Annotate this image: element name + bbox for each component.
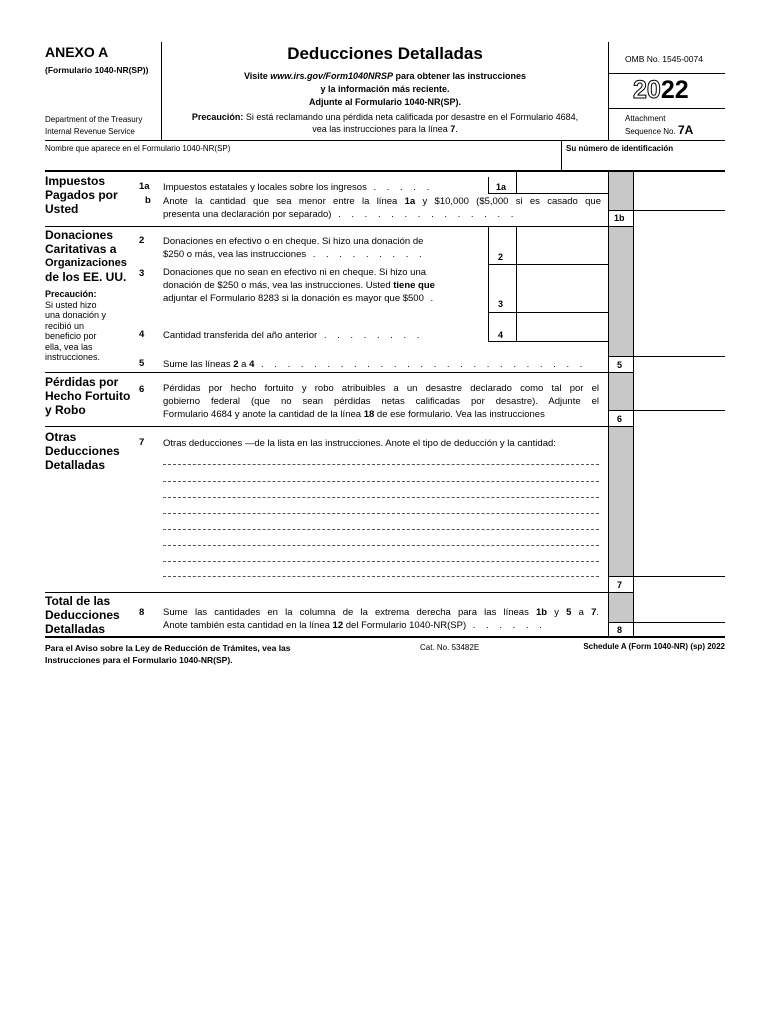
line-6-text-2: gobierno federal (que no sean pérdidas netas calificadas por desastre). Adjunte el — [163, 396, 599, 407]
name-label: Nombre que aparece en el Formulario 1040-NR(SP) — [45, 144, 231, 153]
section-other-title: Otras Deducciones Detalladas — [45, 430, 120, 472]
omb-number: OMB No. 1545-0074 — [625, 54, 703, 64]
line-5-amount[interactable] — [636, 357, 724, 371]
line-1a-amount[interactable] — [519, 178, 605, 192]
schedule-name: ANEXO A — [45, 44, 109, 60]
attachment-label: Attachment — [625, 114, 666, 123]
section-donations-title: Donaciones Caritativas a Organizaciones de los EE. UU. — [45, 228, 127, 284]
line-3-text-3: adjuntar el Formulario 8283 si la donación es mayor que $500 . — [163, 293, 438, 304]
line-8-text-2: Anote también esta cantidad en la línea 12 del Formulario 1040-NR(SP) . . . . . . — [163, 620, 546, 631]
department-label: Department of the Treasury — [45, 115, 143, 124]
caution-line-1: Precaución: Si está reclamando una pérdida neta calificada por desastre en el Formulario 4684, — [191, 112, 579, 122]
line-3-text-1: Donaciones que no sean en efectivo ni en cheque. Si hizo una — [163, 267, 427, 278]
line-4-amount[interactable] — [519, 325, 605, 339]
line-7-entry-3[interactable] — [163, 497, 599, 498]
section-casualty-title: Pérdidas por Hecho Fortuito y Robo — [45, 375, 131, 417]
line-8-box-label: 8 — [617, 625, 623, 635]
line-6-box-label: 6 — [617, 414, 623, 424]
line-3-text-2: donación de $250 o más, vea las instrucciones. Usted tiene que — [163, 280, 435, 291]
line-6-amount[interactable] — [636, 411, 724, 425]
line-7-entry-2[interactable] — [163, 481, 599, 482]
line-7-entry-1[interactable] — [163, 464, 599, 465]
visit-line-2: y la información más reciente. — [320, 84, 450, 94]
line-1b-amount[interactable] — [636, 211, 724, 225]
irs-url[interactable]: www.irs.gov/Form1040NRSP — [270, 71, 394, 81]
line-7-text: Otras deducciones —de la lista en las instrucciones. Anote el tipo de deducción y la cantidad: — [163, 438, 556, 449]
line-7-entry-8[interactable] — [163, 576, 599, 577]
line-4-box-label: 4 — [498, 330, 504, 340]
form-title: Deducciones Detalladas — [287, 44, 483, 63]
paperwork-notice-2: Instrucciones para el Formulario 1040-NR(SP). — [45, 655, 233, 665]
tax-year: 2022 — [633, 76, 689, 104]
name-input[interactable] — [45, 155, 555, 169]
line-1b-text-1: Anote la cantidad que sea menor entre la línea 1a y $10,000 ($5,000 si es casado que — [163, 196, 601, 207]
line-7-entry-4[interactable] — [163, 513, 599, 514]
line-5-text: Sume las líneas 2 a 4 . . . . . . . . . . . . . . . . . . . . . . . . . — [163, 359, 587, 370]
form-footer-id: Schedule A (Form 1040-NR) (sp) 2022 — [583, 642, 725, 651]
line-8-text-1: Sume las cantidades en la columna de la extrema derecha para las líneas 1b y 5 a 7. — [163, 607, 600, 618]
line-6-number: 6 — [139, 384, 145, 395]
line-8-amount[interactable] — [636, 622, 724, 636]
form-reference: (Formulario 1040-NR(SP)) — [45, 65, 149, 75]
visit-line-3: Adjunte al Formulario 1040-NR(SP). — [308, 97, 462, 107]
line-2-text-2: $250 o más, vea las instrucciones . . . . . . . . . — [163, 249, 426, 260]
line-1a-text: Impuestos estatales y locales sobre los ingresos . . . . . — [163, 182, 434, 193]
line-7-entry-6[interactable] — [163, 545, 599, 546]
visit-line-1: Visite www.irs.gov/Form1040NRSP para obtener las instrucciones — [243, 71, 527, 81]
section-total-title: Total de las Deducciones Detalladas — [45, 594, 120, 636]
line-3-box-label: 3 — [498, 299, 504, 309]
sequence-label: Sequence No. 7A — [625, 123, 694, 137]
line-2-box-label: 2 — [498, 252, 504, 262]
line-1b-number: b — [145, 195, 151, 206]
line-4-text: Cantidad transferida del año anterior . . . . . . . . — [163, 330, 424, 341]
line-2-text-1: Donaciones en efectivo o en cheque. Si hizo una donación de — [163, 236, 424, 247]
line-4-number: 4 — [139, 329, 145, 340]
line-2-number: 2 — [139, 235, 145, 246]
line-7-entry-7[interactable] — [163, 561, 599, 562]
line-3-amount[interactable] — [519, 294, 605, 308]
line-1b-box-label: 1b — [614, 213, 625, 223]
line-7-box-label: 7 — [617, 580, 623, 590]
line-7-number: 7 — [139, 437, 145, 448]
line-1a-box-label: 1a — [496, 182, 507, 192]
line-5-number: 5 — [139, 358, 145, 369]
id-label: Su número de identificación — [566, 144, 674, 153]
line-2-amount[interactable] — [519, 247, 605, 261]
caution-line-2: vea las instrucciones para la línea 7. — [312, 124, 458, 134]
line-7-amount[interactable] — [636, 577, 724, 591]
id-input[interactable] — [566, 155, 724, 169]
line-6-text-3: Formulario 4684 y anote la cantidad de la línea 18 de ese formulario. Vea las instrucciones — [163, 409, 545, 420]
donations-caution: Precaución: Si usted hizo una donación y recibió un beneficio por ella, vea las instrucciones. — [45, 289, 107, 362]
line-7-entry-5[interactable] — [163, 529, 599, 530]
irs-label: Internal Revenue Service — [45, 127, 135, 136]
line-6-text-1: Pérdidas por hecho fortuito y robo atribuibles a un desastre declarado como tal por el — [163, 383, 599, 394]
section-taxes-title: Impuestos Pagados por Usted — [45, 174, 118, 216]
line-1a-number: 1a — [139, 181, 150, 192]
line-3-number: 3 — [139, 268, 145, 279]
paperwork-notice-1: Para el Aviso sobre la Ley de Reducción de Trámites, vea las — [45, 643, 291, 653]
line-1b-text-2: presenta una declaración por separado) . . . . . . . . . . . . . . — [163, 209, 518, 220]
line-8-number: 8 — [139, 607, 145, 618]
catalog-number: Cat. No. 53482E — [420, 643, 480, 652]
line-5-box-label: 5 — [617, 360, 623, 370]
